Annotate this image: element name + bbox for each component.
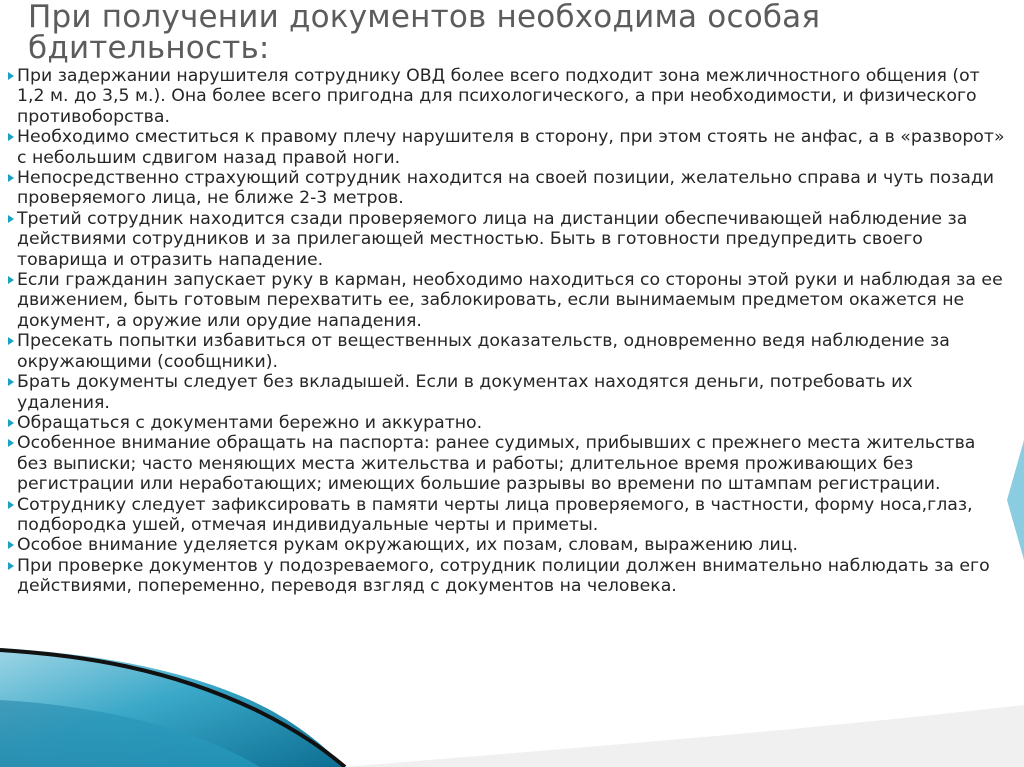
bullet-text: Необходимо сместиться к правому плечу нарушителя в сторону, при этом стоять не анфас, а в «разворот» с небольшим сдвигом назад правой ноги. — [17, 127, 1005, 168]
triangle-right-icon — [8, 419, 14, 427]
list-item — [8, 209, 1008, 270]
list-item — [8, 127, 1008, 168]
triangle-right-icon — [8, 439, 14, 447]
list-item — [8, 372, 1008, 413]
triangle-right-icon — [8, 378, 14, 386]
bullet-text: Сотруднику следует зафиксировать в памяти черты лица проверяемого, в частности, форму носа,глаз, подбородка ушей, отмечая индивидуальные черты и приметы. — [17, 494, 973, 535]
triangle-right-icon — [8, 72, 14, 80]
triangle-right-icon — [8, 337, 14, 345]
triangle-right-icon — [8, 215, 14, 223]
bullet-text: Если гражданин запускает руку в карман, необходимо находиться со стороны этой руки и наблюдая за ее движением, быть готовым перехватить ее, заблокировать, если вынимаемым предметом окажется не документ, а оружие или орудие нападения. — [17, 270, 1003, 331]
triangle-right-icon — [8, 174, 14, 182]
bullet-list — [8, 66, 1008, 597]
triangle-right-icon — [8, 562, 14, 570]
triangle-right-icon — [8, 541, 14, 549]
triangle-right-icon — [8, 133, 14, 141]
list-item — [8, 495, 1008, 536]
list-item — [8, 66, 1008, 127]
list-item — [8, 331, 1008, 372]
list-item — [8, 168, 1008, 209]
bullet-text: Брать документы следует без вкладышей. Если в документах находятся деньги, потребовать их удаления. — [17, 372, 913, 413]
bullet-text: Особое внимание уделяется рукам окружающих, их позам, словам, выражению лиц. — [17, 535, 798, 556]
bullet-text: Пресекать попытки избавиться от вещественных доказательств, одновременно ведя наблюдение за окружающими (сообщники). — [17, 331, 950, 372]
bullet-text: Особенное внимание обращать на паспорта: ранее судимых, прибывших с прежнего места жительства без выписки; часто меняющих места жительства и работы; длительное время проживающих без регистрации или неработающих; имеющих большие разрывы во времени по штампам регистрации. — [17, 433, 976, 495]
slide-title: При получении документов необходима особая бдительность: — [28, 0, 821, 66]
list-item — [8, 270, 1008, 331]
list-item — [8, 556, 1008, 597]
list-item — [8, 535, 1008, 555]
list-item — [8, 413, 1008, 433]
triangle-right-icon — [8, 501, 14, 509]
bullet-text: Непосредственно страхующий сотрудник находится на своей позиции, желательно справа и чуть позади проверяемого лица, не ближе 2-3 метров. — [17, 168, 995, 209]
bullet-text: Третий сотрудник находится сзади проверяемого лица на дистанции обеспечивающей наблюдение за действиями сотрудников и за прилегающей местностью. Быть в готовности предупредить своего товарища и отразить нападение. — [17, 208, 968, 270]
bullet-text: Обращаться с документами бережно и аккуратно. — [17, 412, 483, 433]
triangle-right-icon — [8, 276, 14, 284]
bullet-text: При задержании нарушителя сотруднику ОВД более всего подходит зона межличностного общения (от 1,2 м. до 3,5 м.). Она более всего пригодна для психологического, а при необходимости, и физического противоборства. — [17, 66, 980, 127]
list-item — [8, 433, 1008, 494]
bullet-text: При проверке документов у подозреваемого, сотрудник полиции должен внимательно наблюдать за его действиями, попеременно, переводя взгляд с документов на человека. — [17, 555, 990, 597]
